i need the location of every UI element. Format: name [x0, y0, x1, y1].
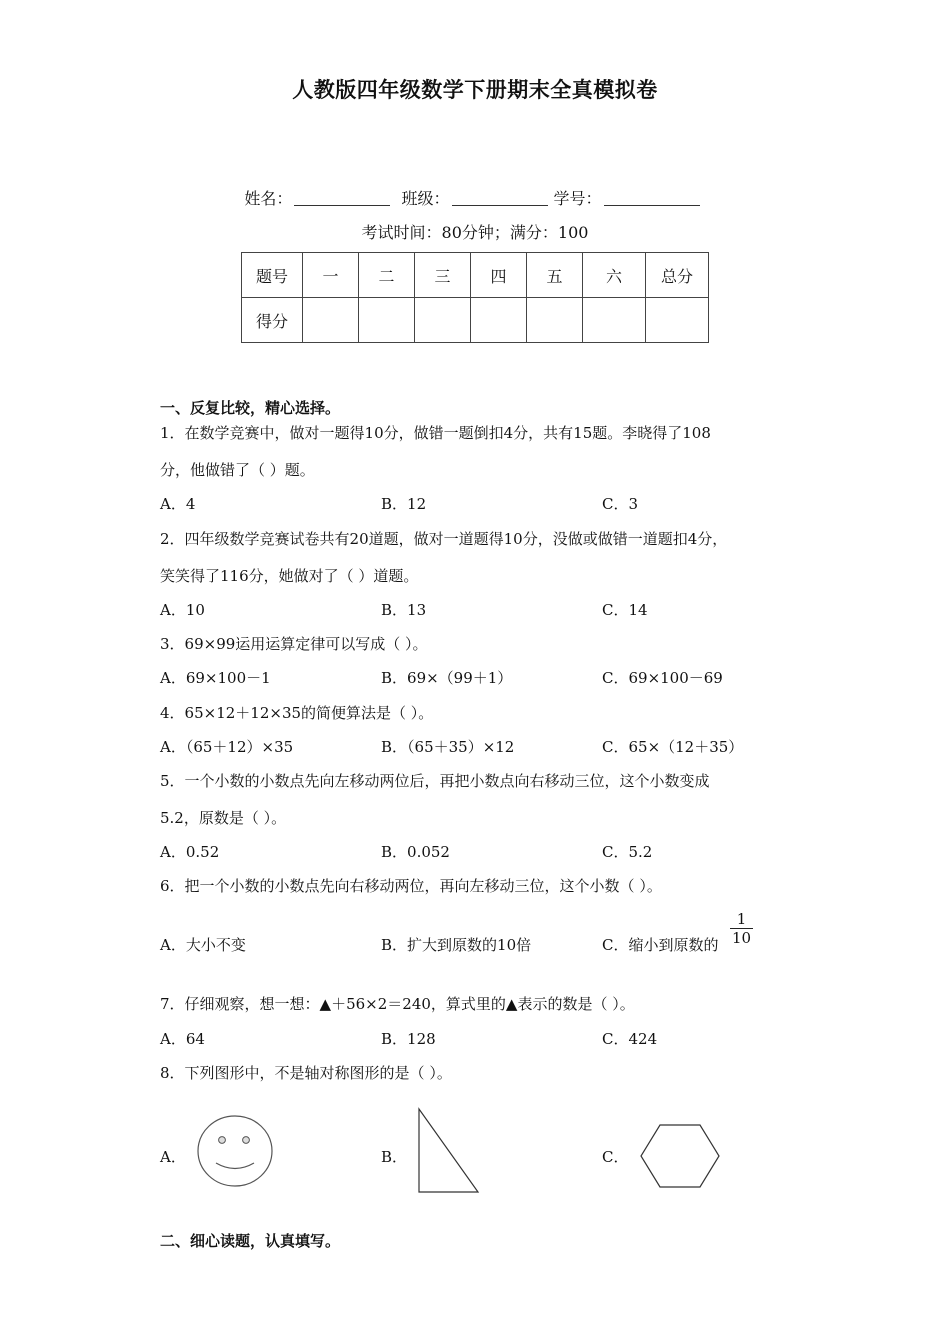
q8-option-a[interactable]: A． — [160, 1148, 186, 1166]
id-blank[interactable] — [604, 189, 700, 206]
question-2-line-2: 笑笑得了116分，她做对了（ ）道题。 — [160, 567, 419, 585]
q6-fraction — [730, 910, 753, 947]
question-6-line-1: 6．把一个小数的小数点先向右移动两位，再向左移动三位，这个小数（ ）。 — [160, 877, 662, 895]
student-info-line — [0, 186, 950, 209]
score-cell[interactable] — [471, 298, 527, 343]
score-table-header-row — [242, 253, 709, 298]
q5-option-c[interactable]: C．5.2 — [602, 843, 653, 861]
hexagon-figure — [638, 1122, 722, 1190]
q4-option-a[interactable]: A．（65＋12）×35 — [160, 738, 294, 756]
section-2-title: 二、细心读题，认真填写。 — [160, 1232, 341, 1250]
q4-option-c[interactable]: C．65×（12＋35） — [602, 738, 744, 756]
name-label: 姓名： — [244, 189, 293, 208]
q6-option-a[interactable]: A．大小不变 — [160, 936, 246, 954]
q7-option-c[interactable]: C．424 — [602, 1030, 658, 1048]
score-cell[interactable] — [359, 298, 415, 343]
q1-option-a[interactable]: A．4 — [160, 495, 196, 513]
q1-option-c[interactable]: C．3 — [602, 495, 639, 513]
score-table-score-row — [242, 298, 709, 343]
score-cell[interactable] — [646, 298, 709, 343]
q1-option-b[interactable]: B．12 — [381, 495, 427, 513]
class-label: 班级： — [401, 189, 450, 208]
section-1-title: 一、反复比较，精心选择。 — [160, 399, 341, 417]
score-header-cell: 一 — [303, 253, 359, 298]
q8-option-b[interactable]: B． — [381, 1148, 408, 1166]
score-header-cell: 二 — [359, 253, 415, 298]
class-blank[interactable] — [452, 189, 548, 206]
page-title: 人教版四年级数学下册期末全真模拟卷 — [292, 77, 658, 102]
q8-option-c[interactable]: C． — [602, 1148, 629, 1166]
question-5-line-1: 5．一个小数的小数点先向左移动两位后，再把小数点向右移动三位，这个小数变成 — [160, 772, 710, 790]
name-blank[interactable] — [294, 189, 390, 206]
q3-option-b[interactable]: B．69×（99＋1） — [381, 669, 513, 687]
q7-option-b[interactable]: B．128 — [381, 1030, 436, 1048]
score-header-cell: 总分 — [646, 253, 709, 298]
right-triangle-figure — [416, 1106, 482, 1196]
fraction-denominator: 10 — [732, 929, 752, 947]
exam-info: 考试时间：80分钟；满分：100 — [361, 223, 589, 242]
score-row-label: 得分 — [242, 298, 303, 343]
q6-option-c-text: C．缩小到原数的 — [602, 936, 719, 954]
score-cell[interactable] — [583, 298, 646, 343]
q3-option-c[interactable]: C．69×100－69 — [602, 669, 723, 687]
id-label: 学号： — [553, 189, 602, 208]
question-3-line-1: 3．69×99运用运算定律可以写成（ ）。 — [160, 635, 428, 653]
q7-option-a[interactable]: A．64 — [160, 1030, 205, 1048]
score-header-cell: 四 — [471, 253, 527, 298]
score-cell[interactable] — [527, 298, 583, 343]
score-cell[interactable] — [415, 298, 471, 343]
question-8-line-1: 8．下列图形中，不是轴对称图形的是（ ）。 — [160, 1064, 452, 1082]
fraction-numerator: 1 — [730, 910, 753, 929]
score-table — [241, 252, 709, 343]
score-header-cell: 三 — [415, 253, 471, 298]
question-2-line-1: 2．四年级数学竞赛试卷共有20道题，做对一道题得10分，没做或做错一道题扣4分， — [160, 530, 728, 548]
q2-option-c[interactable]: C．14 — [602, 601, 648, 619]
q5-option-b[interactable]: B．0.052 — [381, 843, 450, 861]
question-5-line-2: 5.2，原数是（ ）。 — [160, 809, 287, 827]
q6-option-c[interactable] — [602, 934, 718, 955]
q2-option-b[interactable]: B．13 — [381, 601, 427, 619]
q4-option-b[interactable]: B．（65＋35）×12 — [381, 738, 515, 756]
score-header-cell: 题号 — [242, 253, 303, 298]
smiley-face-figure — [194, 1113, 276, 1191]
q2-option-a[interactable]: A．10 — [160, 601, 205, 619]
score-cell[interactable] — [303, 298, 359, 343]
question-4-line-1: 4．65×12＋12×35的简便算法是（ ）。 — [160, 704, 434, 722]
score-header-cell: 五 — [527, 253, 583, 298]
q5-option-a[interactable]: A．0.52 — [160, 843, 220, 861]
q3-option-a[interactable]: A．69×100－1 — [160, 669, 271, 687]
question-1-line-2: 分，他做错了（ ）题。 — [160, 461, 315, 479]
score-header-cell: 六 — [583, 253, 646, 298]
question-7-line-1: 7．仔细观察，想一想：▲＋56×2＝240，算式里的▲表示的数是（ ）。 — [160, 995, 635, 1013]
question-1-line-1: 1．在数学竞赛中，做对一题得10分，做错一题倒扣4分，共有15题。李晓得了108 — [160, 424, 711, 442]
q6-option-b[interactable]: B．扩大到原数的10倍 — [381, 936, 532, 954]
